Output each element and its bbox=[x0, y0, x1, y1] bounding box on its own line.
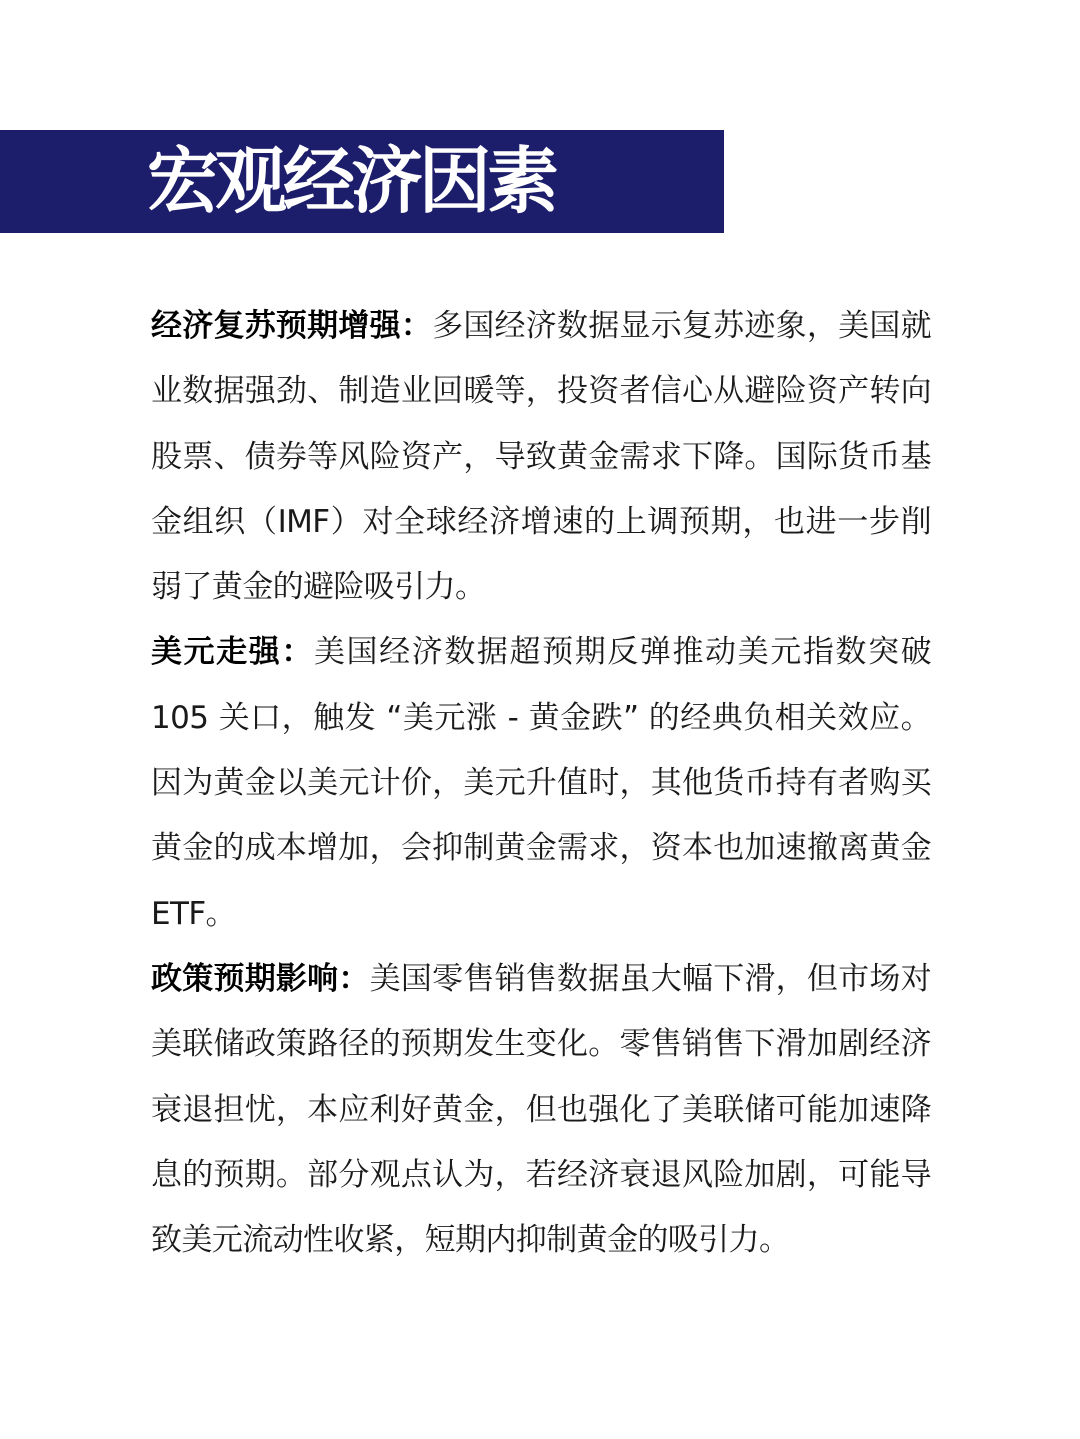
section-heading: 经济复苏预期增强： bbox=[151, 308, 433, 344]
title-banner bbox=[0, 130, 724, 233]
section-policy-expectations bbox=[151, 947, 931, 1273]
section-heading: 政策预期影响： bbox=[151, 960, 370, 997]
section-heading: 美元走强： bbox=[151, 634, 314, 671]
article-body bbox=[151, 294, 931, 1273]
section-economic-recovery bbox=[151, 294, 931, 620]
section-body: 美国经济数据超预期反弹推动美元指数突破 105 关口，触发 “美元涨 - 黄金跌” 的经典负相关效应。因为黄金以美元计价，美元升值时，其他货币持有者购买黄金的成本增加，会抑制黄金需求，资本也加速撤离黄金 ETF。 bbox=[151, 634, 932, 932]
section-body: 多国经济数据显示复苏迹象，美国就业数据强劲、制造业回暖等，投资者信心从避险资产转向股票、债券等风险资产，导致黄金需求下降。国际货币基金组织（IMF）对全球经济增速的上调预期，也进一步削弱了黄金的避险吸引力。 bbox=[151, 308, 931, 606]
page-title: 宏观经济因素 bbox=[147, 139, 556, 223]
section-dollar-strength bbox=[151, 620, 931, 946]
section-body: 美国零售销售数据虽大幅下滑，但市场对美联储政策路径的预期发生变化。零售销售下滑加剧经济衰退担忧，本应利好黄金，但也强化了美联储可能加速降息的预期。部分观点认为，若经济衰退风险加剧，可能导致美元流动性收紧，短期内抑制黄金的吸引力。 bbox=[151, 960, 931, 1259]
